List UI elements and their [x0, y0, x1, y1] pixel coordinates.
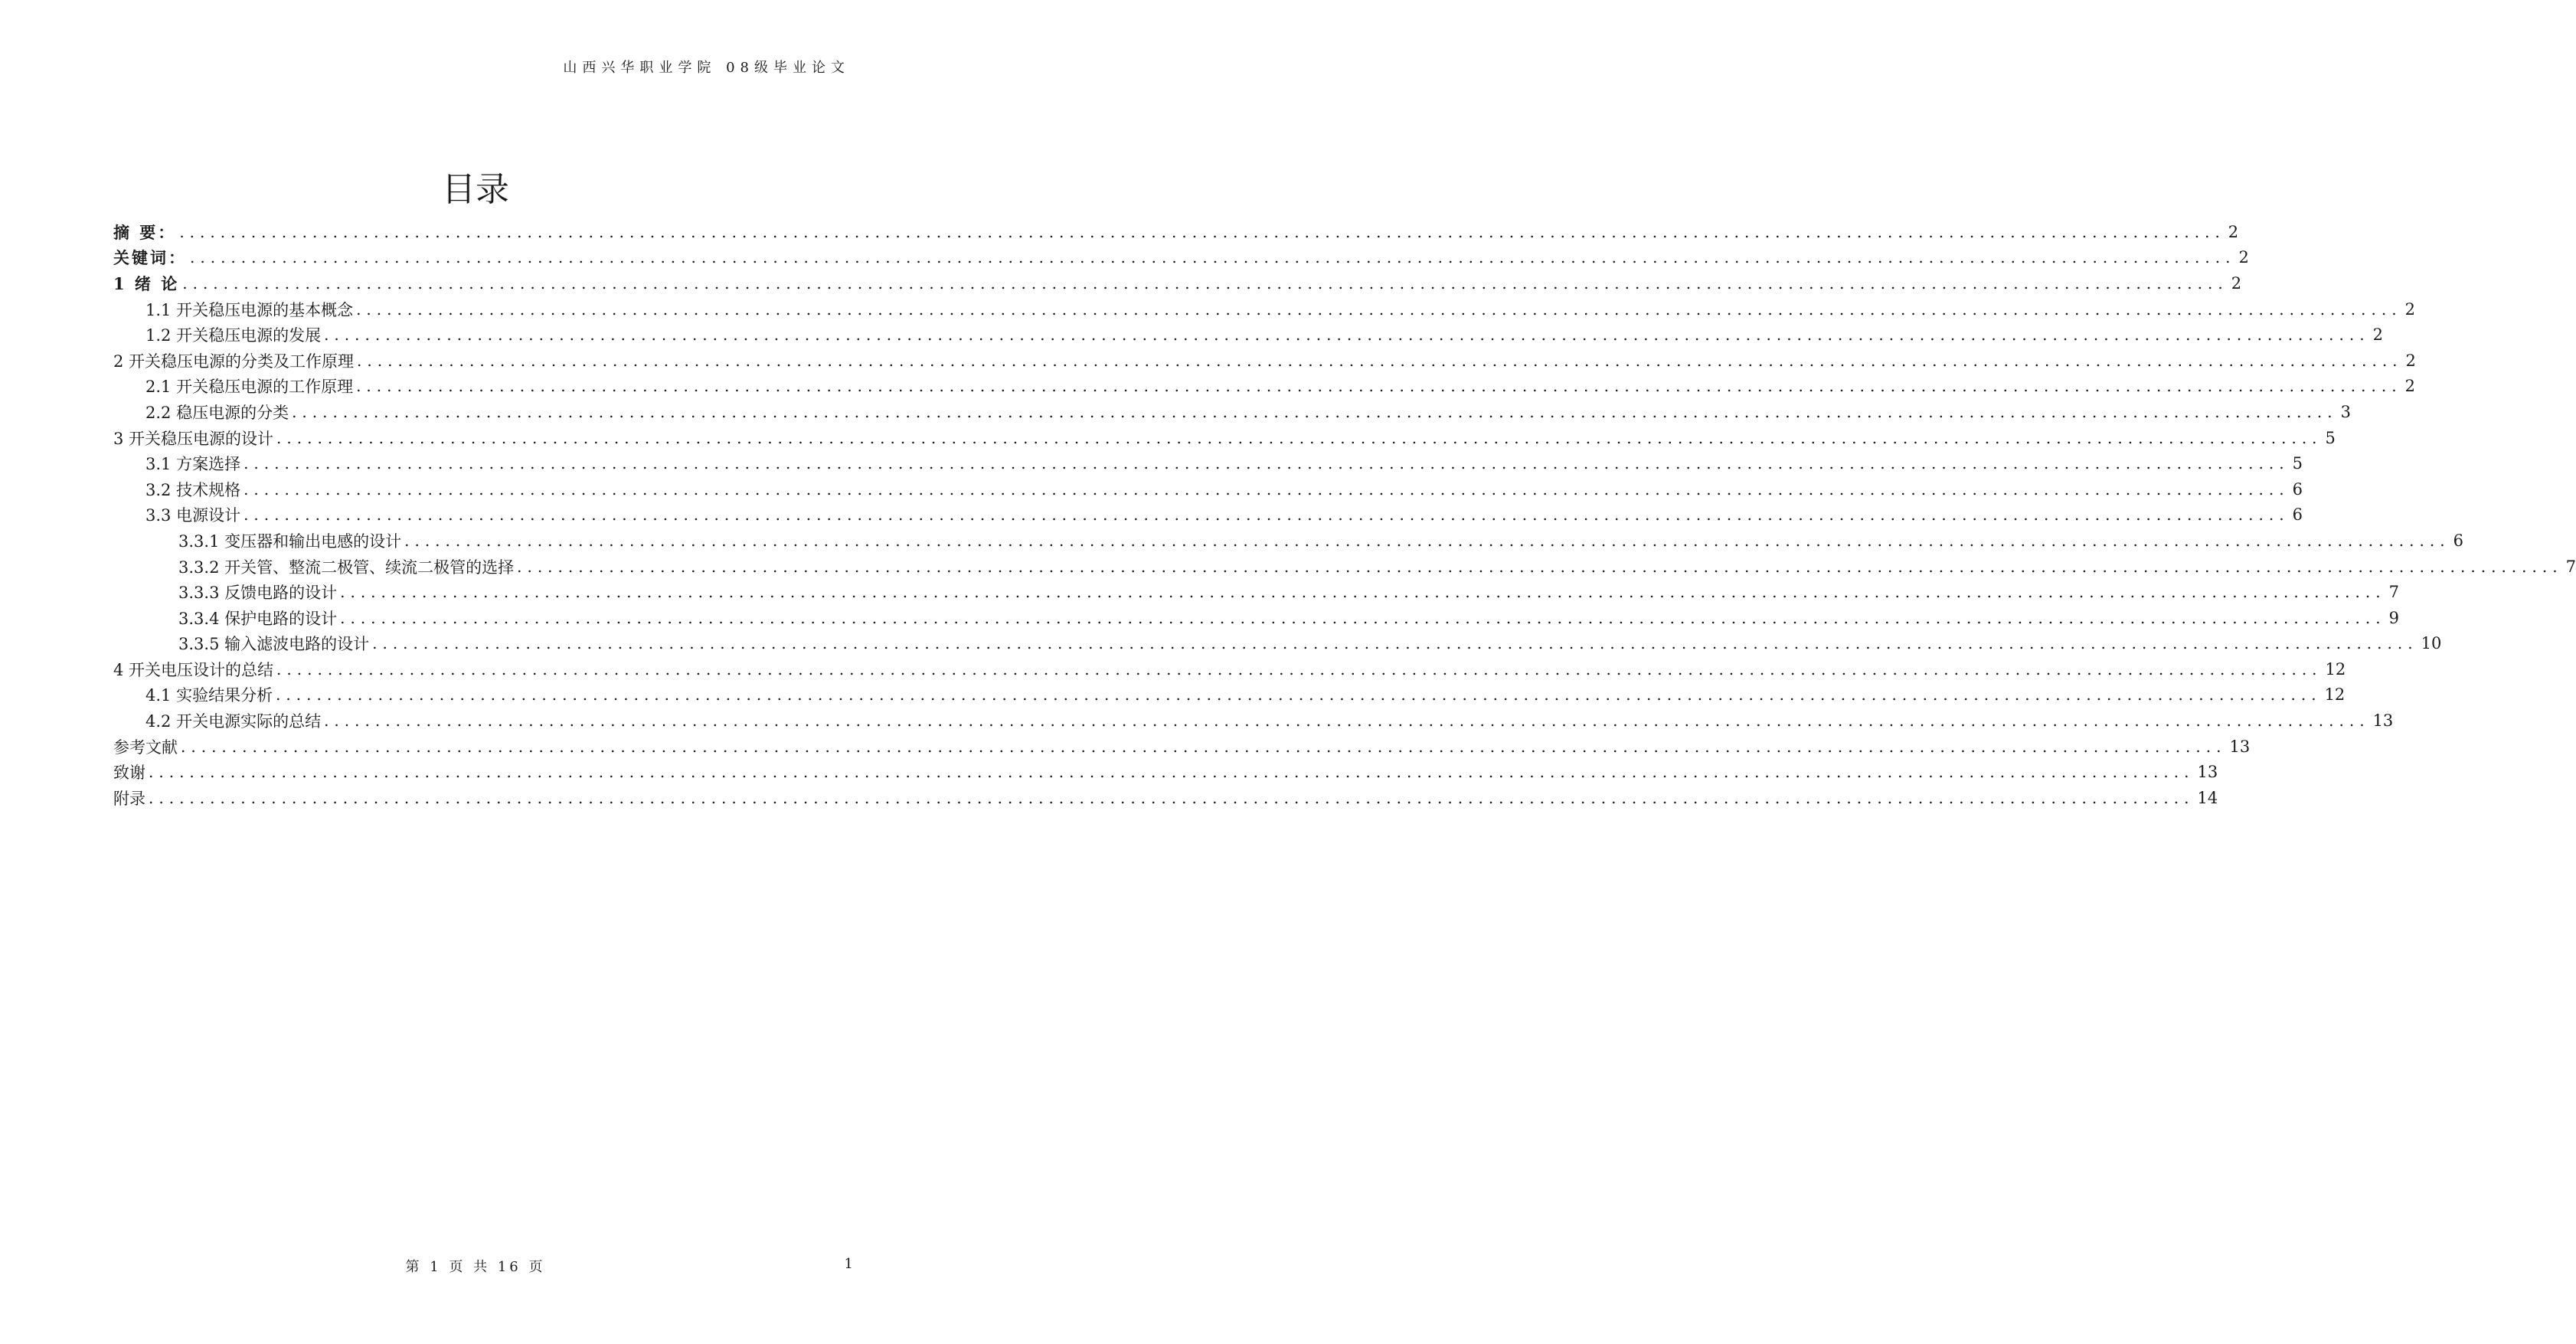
- dot-leader: ........................................................................................................................................................................................................: [292, 402, 2338, 421]
- toc-entry-label: 1.1 开关稳压电源的基本概念: [145, 300, 354, 319]
- toc-entry-references[interactable]: [113, 734, 2251, 760]
- toc-entry-label: 3.3 电源设计: [145, 506, 241, 525]
- dot-leader: ........................................................................................................................................................................................................: [181, 737, 2227, 756]
- dot-leader: ........................................................................................................................................................................................................: [276, 428, 2323, 447]
- toc-entry-page: 7: [2565, 557, 2576, 576]
- toc-entry-label: 1.2 开关稳压电源的发展: [145, 326, 322, 345]
- page-number: 1: [844, 1256, 853, 1272]
- toc-entry-label: 3.3.2 开关管、整流二极管、续流二极管的选择: [178, 558, 515, 577]
- dot-leader: ........................................................................................................................................................................................................: [340, 608, 2386, 627]
- toc-entry-3-3[interactable]: [113, 502, 2303, 528]
- toc-entry-4[interactable]: [113, 656, 2346, 682]
- toc-entry-1-1[interactable]: [113, 296, 2415, 322]
- toc-entry-3-1[interactable]: [113, 450, 2303, 476]
- toc-entry-page: 5: [2292, 454, 2303, 473]
- dot-leader: ........................................................................................................................................................................................................: [276, 685, 2322, 705]
- dot-leader: ........................................................................................................................................................................................................: [244, 479, 2290, 499]
- toc-entry-label: 2.2 稳压电源的分类: [145, 403, 289, 422]
- toc-entry-label: 3.3.1 变压器和输出电感的设计: [178, 531, 402, 551]
- toc-entry-page: 13: [2197, 763, 2218, 782]
- toc-entry-label: 4.2 开关电源实际的总结: [145, 712, 322, 731]
- toc-entry-page: 13: [2372, 711, 2394, 731]
- toc-entry-3-3-4[interactable]: [113, 605, 2399, 631]
- toc-entry-label: 3.3.4 保护电路的设计: [178, 609, 338, 628]
- toc-entry-label: 3.2 技术规格: [145, 480, 241, 499]
- toc-entry-page: 2: [2405, 351, 2416, 370]
- toc-entry-3-3-1[interactable]: [113, 528, 2463, 554]
- toc-entry-label: 2.1 开关稳压电源的工作原理: [145, 378, 354, 397]
- toc-entry-label: 附录: [113, 789, 145, 808]
- toc-entry-page: 6: [2292, 505, 2303, 525]
- toc-entry-page: 3: [2340, 402, 2351, 421]
- toc-entry-label: 致谢: [113, 764, 145, 783]
- dot-leader: ........................................................................................................................................................................................................: [244, 454, 2290, 473]
- toc-entry-2-2[interactable]: [113, 399, 2351, 425]
- toc-entry-label: 4 开关电压设计的总结: [113, 660, 274, 679]
- toc-entry-3[interactable]: [113, 425, 2336, 451]
- toc-entry-page: 14: [2197, 788, 2218, 807]
- dot-leader: ........................................................................................................................................................................................................: [404, 531, 2450, 550]
- toc-entry-page: 6: [2453, 531, 2463, 550]
- toc-entry-page: 2: [2231, 273, 2242, 293]
- dot-leader: ........................................................................................................................................................................................................: [182, 273, 2228, 293]
- toc-entry-page: 2: [2404, 299, 2415, 319]
- toc-entry-4-2[interactable]: [113, 708, 2394, 734]
- toc-entry-page: 2: [2404, 377, 2415, 396]
- dot-leader: ........................................................................................................................................................................................................: [190, 248, 2236, 267]
- dot-leader: ........................................................................................................................................................................................................: [372, 634, 2418, 653]
- dot-leader: ........................................................................................................................................................................................................: [324, 325, 2370, 345]
- toc-entry-page: 13: [2229, 737, 2251, 756]
- toc-entry-label: 关键词：: [113, 248, 187, 268]
- dot-leader: ........................................................................................................................................................................................................: [179, 222, 2225, 241]
- toc-entry-3-3-5[interactable]: [113, 631, 2442, 657]
- toc-entry-page: 2: [2372, 325, 2383, 345]
- toc-entry-acknowledgements[interactable]: [113, 759, 2218, 785]
- dot-leader: ........................................................................................................................................................................................................: [356, 377, 2402, 396]
- dot-leader: ........................................................................................................................................................................................................: [276, 659, 2323, 679]
- toc-entry-label: 4.1 实验结果分析: [145, 686, 273, 705]
- toc-entry-label: 2 开关稳压电源的分类及工作原理: [113, 352, 355, 371]
- page-title: 目录: [442, 170, 509, 209]
- toc-entry-3-3-2[interactable]: [113, 554, 2576, 580]
- toc-entry-keywords[interactable]: [113, 245, 2249, 271]
- toc-entry-3-2[interactable]: [113, 476, 2303, 502]
- toc-entry-abstract[interactable]: [113, 219, 2239, 245]
- dot-leader: ........................................................................................................................................................................................................: [324, 711, 2370, 731]
- toc-entry-appendix[interactable]: [113, 785, 2218, 811]
- dot-leader: ........................................................................................................................................................................................................: [340, 583, 2386, 602]
- toc-entry-3-3-3[interactable]: [113, 579, 2399, 605]
- toc-entry-label: 3.3.5 输入滤波电路的设计: [178, 635, 370, 654]
- toc-entry-label: 摘 要：: [113, 222, 177, 242]
- toc-entry-page: 7: [2388, 583, 2399, 602]
- toc-entry-2-1[interactable]: [113, 374, 2415, 400]
- toc-entry-page: 2: [2238, 248, 2249, 267]
- toc-entry-label: 1 绪 论: [113, 273, 180, 293]
- dot-leader: ........................................................................................................................................................................................................: [149, 788, 2195, 807]
- toc-entry-label: 3 开关稳压电源的设计: [113, 429, 274, 448]
- toc-entry-page: 2: [2228, 222, 2239, 241]
- dot-leader: ........................................................................................................................................................................................................: [357, 351, 2403, 370]
- toc-entry-page: 9: [2388, 608, 2399, 627]
- toc-entry-4-1[interactable]: [113, 682, 2346, 708]
- toc-entry-1-2[interactable]: [113, 322, 2383, 348]
- toc-entry-page: 10: [2421, 634, 2442, 653]
- dot-leader: ........................................................................................................................................................................................................: [517, 557, 2563, 576]
- toc-entry-label: 参考文献: [113, 737, 178, 757]
- dot-leader: ........................................................................................................................................................................................................: [244, 505, 2290, 525]
- toc-entry-page: 12: [2325, 659, 2346, 679]
- toc-entry-label: 3.3.3 反馈电路的设计: [178, 584, 338, 603]
- toc-entry-page: 5: [2325, 428, 2336, 447]
- page-count-footer: 第 1 页 共 16 页: [405, 1259, 546, 1275]
- dot-leader: ........................................................................................................................................................................................................: [149, 763, 2195, 782]
- toc-entry-page: 12: [2324, 685, 2346, 705]
- toc-entry-label: 3.1 方案选择: [145, 455, 241, 474]
- running-header: 山西兴华职业学院 08级毕业论文: [563, 60, 850, 76]
- dot-leader: ........................................................................................................................................................................................................: [356, 299, 2402, 319]
- table-of-contents: [113, 219, 2576, 811]
- toc-entry-2[interactable]: [113, 348, 2416, 374]
- toc-entry-introduction[interactable]: [113, 270, 2242, 296]
- toc-entry-page: 6: [2292, 479, 2303, 499]
